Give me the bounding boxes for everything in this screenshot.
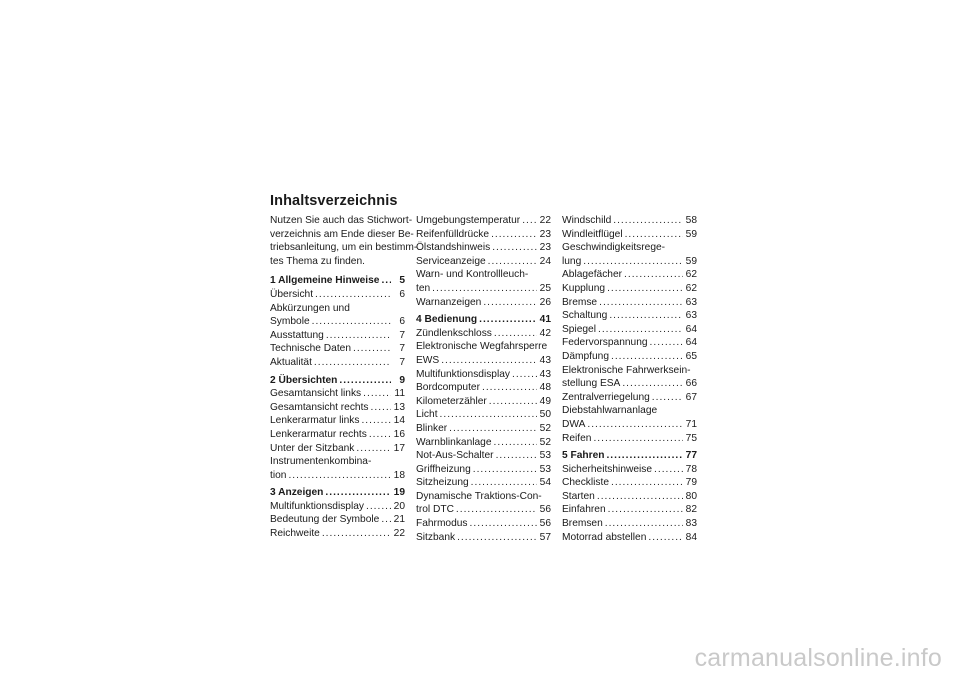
intro-line: verzeichnis am Ende dieser Be- bbox=[270, 228, 414, 240]
toc-entry[interactable] bbox=[416, 327, 551, 341]
toc-entry[interactable] bbox=[416, 255, 551, 269]
leader-dots bbox=[315, 288, 391, 302]
toc-entry[interactable] bbox=[416, 463, 551, 477]
toc-page-number: 56 bbox=[539, 518, 551, 530]
leader-dots bbox=[608, 503, 683, 517]
toc-page-number: 7 bbox=[399, 329, 405, 341]
toc-page-number: 82 bbox=[685, 504, 697, 516]
toc-entry[interactable] bbox=[562, 418, 697, 432]
toc-entry[interactable] bbox=[416, 214, 551, 228]
toc-entry-title: Unter der Sitzbank bbox=[270, 442, 355, 454]
toc-entry-title: Einfahren bbox=[562, 504, 606, 516]
toc-entry[interactable] bbox=[562, 432, 697, 446]
toc-entry[interactable] bbox=[270, 414, 405, 428]
toc-entry[interactable] bbox=[416, 228, 551, 242]
toc-entry-title: Bremsen bbox=[562, 518, 603, 530]
toc-page-number: 6 bbox=[399, 288, 405, 300]
toc-entry-title: Dämpfung bbox=[562, 350, 610, 362]
toc-entry-title: Ölstandshinweis bbox=[416, 242, 491, 254]
toc-entry[interactable] bbox=[416, 436, 551, 450]
leader-dots bbox=[650, 336, 683, 350]
leader-dots bbox=[456, 503, 537, 517]
leader-dots bbox=[597, 490, 683, 504]
toc-page-number: 41 bbox=[539, 314, 551, 326]
toc-page-number: 78 bbox=[685, 463, 697, 475]
toc-chapter-entry[interactable] bbox=[270, 486, 405, 500]
toc-page-number: 59 bbox=[685, 228, 697, 240]
toc-entry[interactable] bbox=[270, 442, 405, 456]
toc-entry-title: 2 Übersichten bbox=[270, 374, 338, 386]
toc-page-number: 11 bbox=[394, 388, 405, 400]
toc-page-number: 20 bbox=[393, 500, 405, 512]
toc-page-number: 53 bbox=[539, 450, 551, 462]
toc-entry[interactable] bbox=[270, 513, 405, 527]
leader-dots bbox=[381, 274, 391, 288]
leader-dots bbox=[371, 401, 391, 415]
leader-dots bbox=[598, 323, 683, 337]
toc-entry-title: Kupplung bbox=[562, 282, 606, 294]
leader-dots bbox=[381, 513, 391, 527]
toc-entry-line: Elektronische Fahrwerksein- bbox=[562, 364, 691, 376]
leader-dots bbox=[356, 442, 391, 456]
toc-entry-title: ten bbox=[416, 282, 431, 294]
toc-entry-title: Technische Daten bbox=[270, 343, 351, 355]
toc-entry-title: Schaltung bbox=[562, 310, 608, 322]
toc-entry[interactable] bbox=[416, 476, 551, 490]
leader-dots bbox=[363, 387, 391, 401]
toc-entry[interactable] bbox=[270, 342, 405, 356]
toc-entry-title: Sitzheizung bbox=[416, 477, 469, 489]
leader-dots bbox=[482, 381, 537, 395]
toc-page-number: 80 bbox=[685, 490, 697, 502]
toc-chapter-entry[interactable] bbox=[270, 374, 405, 388]
toc-page-number: 23 bbox=[539, 228, 551, 240]
toc-column-2 bbox=[416, 214, 551, 544]
toc-page-number: 57 bbox=[539, 531, 551, 543]
toc-page-number: 25 bbox=[539, 282, 551, 294]
toc-page-number: 67 bbox=[685, 391, 697, 403]
toc-page-number: 43 bbox=[539, 354, 551, 366]
toc-entry[interactable] bbox=[562, 282, 697, 296]
toc-chapter-entry[interactable] bbox=[416, 313, 551, 327]
toc-entry[interactable] bbox=[562, 309, 697, 323]
toc-entry[interactable] bbox=[270, 500, 405, 514]
toc-page-number: 49 bbox=[539, 395, 551, 407]
leader-dots bbox=[652, 391, 683, 405]
toc-entry[interactable] bbox=[562, 268, 697, 282]
toc-entry-title: Griffheizung bbox=[416, 463, 471, 475]
leader-dots bbox=[369, 428, 391, 442]
toc-entry-title: Sitzbank bbox=[416, 531, 456, 543]
toc-entry[interactable] bbox=[416, 296, 551, 310]
toc-entry[interactable] bbox=[562, 350, 697, 364]
toc-entry-title: Bedeutung der Symbole bbox=[270, 514, 380, 526]
toc-page-number: 5 bbox=[399, 275, 405, 287]
toc-page-number: 7 bbox=[399, 356, 405, 368]
leader-dots bbox=[583, 255, 683, 269]
intro-line: tes Thema zu finden. bbox=[270, 255, 365, 267]
toc-page-number: 22 bbox=[539, 215, 551, 226]
toc-entry-title: Sicherheitshinweise bbox=[562, 463, 653, 475]
toc-entry[interactable] bbox=[416, 422, 551, 436]
toc-page-number: 14 bbox=[393, 415, 405, 427]
toc-entry[interactable] bbox=[416, 354, 551, 368]
leader-dots bbox=[488, 255, 537, 269]
toc-entry[interactable] bbox=[562, 296, 697, 310]
toc-entry-title: Symbole bbox=[270, 316, 310, 328]
page-title: Inhaltsverzeichnis bbox=[270, 193, 398, 209]
toc-entry-title: Fahrmodus bbox=[416, 518, 468, 530]
toc-entry-line: Elektronische Wegfahrsperre bbox=[416, 341, 548, 353]
toc-entry[interactable] bbox=[562, 228, 697, 242]
toc-page-number: 64 bbox=[685, 323, 697, 335]
toc-page-number: 23 bbox=[539, 242, 551, 254]
leader-dots bbox=[491, 228, 537, 242]
toc-column-3 bbox=[562, 214, 697, 544]
leader-dots bbox=[432, 282, 537, 296]
leader-dots bbox=[522, 214, 537, 228]
toc-entry-line: Abkürzungen und bbox=[270, 302, 350, 314]
toc-entry[interactable] bbox=[270, 428, 405, 442]
leader-dots bbox=[648, 531, 683, 545]
leader-dots bbox=[492, 241, 537, 255]
leader-dots bbox=[625, 228, 683, 242]
toc-page-number: 48 bbox=[539, 382, 551, 394]
toc-page-number: 9 bbox=[399, 374, 405, 386]
toc-entry-title: Gesamtansicht links bbox=[270, 388, 362, 400]
toc-entry-title: Licht bbox=[416, 409, 438, 421]
toc-entry-line: Diebstahlwarnanlage bbox=[562, 405, 658, 417]
toc-entry[interactable] bbox=[270, 315, 405, 329]
toc-entry-title: Warnblinkanlage bbox=[416, 436, 492, 448]
toc-entry[interactable] bbox=[562, 391, 697, 405]
toc-page-number: 13 bbox=[393, 401, 405, 413]
toc-entry-title: 1 Allgemeine Hinweise bbox=[270, 275, 380, 287]
leader-dots bbox=[605, 517, 683, 531]
toc-page-number: 79 bbox=[685, 477, 697, 489]
toc-page-number: 52 bbox=[539, 422, 551, 434]
toc-entry-title: Reifen bbox=[562, 432, 592, 444]
toc-page-number: 53 bbox=[539, 463, 551, 475]
toc-entry[interactable] bbox=[562, 323, 697, 337]
toc-page-number: 59 bbox=[685, 255, 697, 267]
leader-dots bbox=[587, 418, 683, 432]
leader-dots bbox=[593, 432, 683, 446]
toc-entry-title: Gesamtansicht rechts bbox=[270, 401, 369, 413]
toc-page-number: 26 bbox=[539, 296, 551, 308]
toc-page-number: 77 bbox=[685, 450, 697, 462]
toc-entry-title: Multifunktionsdisplay bbox=[270, 500, 364, 512]
leader-dots bbox=[494, 436, 537, 450]
toc-entry[interactable] bbox=[562, 214, 697, 228]
toc-entry[interactable] bbox=[562, 336, 697, 350]
toc-entry[interactable] bbox=[270, 469, 405, 483]
toc-entry[interactable] bbox=[416, 395, 551, 409]
intro-line: Nutzen Sie auch das Stichwort- bbox=[270, 215, 413, 226]
toc-page-number: 43 bbox=[539, 368, 551, 380]
leader-dots bbox=[494, 327, 537, 341]
leader-dots bbox=[361, 414, 391, 428]
leader-dots bbox=[326, 329, 391, 343]
toc-chapter-entry[interactable] bbox=[270, 274, 405, 288]
leader-dots bbox=[314, 356, 391, 370]
toc-entry[interactable] bbox=[562, 517, 697, 531]
toc-entry-title: Reifenfülldrücke bbox=[416, 228, 490, 240]
toc-entry[interactable] bbox=[562, 377, 697, 391]
toc-entry[interactable] bbox=[416, 408, 551, 422]
toc-entry[interactable] bbox=[562, 503, 697, 517]
toc-entry[interactable] bbox=[562, 490, 697, 504]
toc-page-number: 7 bbox=[399, 343, 405, 355]
toc-entry-title: Starten bbox=[562, 490, 595, 502]
leader-dots bbox=[449, 422, 537, 436]
leader-dots bbox=[654, 463, 683, 477]
toc-entry-title: Windschild bbox=[562, 215, 612, 226]
toc-entry-title: Zentralverriegelung bbox=[562, 391, 650, 403]
leader-dots bbox=[479, 313, 537, 327]
watermark-text: carmanualsonline.info bbox=[694, 644, 942, 672]
toc-chapter-entry[interactable] bbox=[562, 449, 697, 463]
leader-dots bbox=[339, 374, 391, 388]
leader-dots bbox=[611, 350, 683, 364]
toc-page-number: 16 bbox=[393, 428, 405, 440]
toc-page-number: 58 bbox=[685, 215, 697, 226]
toc-entry[interactable] bbox=[416, 517, 551, 531]
toc-entry-title: Ausstattung bbox=[270, 329, 324, 341]
leader-dots bbox=[470, 517, 537, 531]
toc-entry-title: Umgebungstemperatur bbox=[416, 215, 521, 226]
leader-dots bbox=[353, 342, 391, 356]
leader-dots bbox=[622, 377, 683, 391]
toc-entry-title: DWA bbox=[562, 418, 586, 430]
toc-entry-title: tion bbox=[270, 469, 287, 481]
toc-entry[interactable] bbox=[562, 531, 697, 545]
toc-page-number: 21 bbox=[393, 514, 405, 526]
leader-dots bbox=[599, 296, 683, 310]
toc-entry-title: Bremse bbox=[562, 296, 598, 308]
toc-page-number: 42 bbox=[539, 327, 551, 339]
toc-page-number: 75 bbox=[685, 432, 697, 444]
leader-dots bbox=[457, 531, 537, 545]
toc-page-number: 22 bbox=[393, 528, 405, 540]
toc-entry-line: Warn- und Kontrollleuch- bbox=[416, 269, 529, 281]
leader-dots bbox=[624, 268, 683, 282]
toc-entry-title: Windleitflügel bbox=[562, 228, 623, 240]
toc-entry[interactable] bbox=[416, 531, 551, 545]
toc-page-number: 52 bbox=[539, 436, 551, 448]
toc-page-number: 83 bbox=[685, 518, 697, 530]
toc-page-number: 71 bbox=[685, 418, 697, 430]
toc-column-1 bbox=[270, 214, 418, 541]
toc-entry-title: 5 Fahren bbox=[562, 450, 605, 462]
intro-text bbox=[270, 214, 418, 268]
toc-entry-line: Geschwindigkeitsrege- bbox=[562, 242, 666, 254]
toc-page-number: 19 bbox=[393, 487, 405, 499]
toc-entry-title: Checkliste bbox=[562, 477, 609, 489]
toc-entry-title: Federvorspannung bbox=[562, 337, 648, 349]
toc-entry[interactable] bbox=[270, 288, 405, 302]
toc-entry[interactable] bbox=[416, 503, 551, 517]
leader-dots bbox=[441, 354, 537, 368]
toc-page-number: 50 bbox=[539, 409, 551, 421]
leader-dots bbox=[611, 476, 683, 490]
toc-page-number: 54 bbox=[539, 477, 551, 489]
toc-page-number: 17 bbox=[393, 442, 405, 454]
toc-page-number: 64 bbox=[685, 337, 697, 349]
toc-entry[interactable] bbox=[270, 329, 405, 343]
toc-entry-title: 4 Bedienung bbox=[416, 314, 478, 326]
leader-dots bbox=[607, 282, 683, 296]
toc-entry[interactable] bbox=[562, 476, 697, 490]
toc-entry-title: Zündlenkschloss bbox=[416, 327, 492, 339]
toc-entry-title: Lenkerarmatur rechts bbox=[270, 428, 367, 440]
toc-entry[interactable] bbox=[416, 368, 551, 382]
toc-entry-line: Instrumentenkombina- bbox=[270, 456, 372, 468]
toc-entry-title: stellung ESA bbox=[562, 378, 621, 390]
intro-line: triebsanleitung, um ein bestimm- bbox=[270, 242, 418, 254]
toc-entry-title: Ablagefächer bbox=[562, 269, 623, 281]
toc-entry-title: Motorrad abstellen bbox=[562, 531, 647, 543]
leader-dots bbox=[288, 469, 391, 483]
leader-dots bbox=[312, 315, 391, 329]
toc-entry-title: Bordcomputer bbox=[416, 382, 480, 394]
toc-entry-title: Not-Aus-Schalter bbox=[416, 450, 494, 462]
toc-page-number: 6 bbox=[399, 316, 405, 328]
leader-dots bbox=[325, 486, 391, 500]
toc-page-number: 62 bbox=[685, 269, 697, 281]
leader-dots bbox=[483, 296, 537, 310]
leader-dots bbox=[322, 527, 391, 541]
leader-dots bbox=[613, 214, 683, 228]
toc-entry-title: Kilometerzähler bbox=[416, 395, 487, 407]
toc-entry-title: Warnanzeigen bbox=[416, 296, 482, 308]
toc-entry-title: trol DTC bbox=[416, 504, 454, 516]
toc-entry-title: Multifunktionsdisplay bbox=[416, 368, 510, 380]
leader-dots bbox=[471, 476, 537, 490]
toc-entry-title: Reichweite bbox=[270, 528, 320, 540]
toc-entry[interactable] bbox=[416, 282, 551, 296]
toc-entry-title: Lenkerarmatur links bbox=[270, 415, 360, 427]
leader-dots bbox=[440, 408, 537, 422]
toc-entry[interactable] bbox=[416, 241, 551, 255]
toc-entry[interactable] bbox=[562, 255, 697, 269]
toc-page-number: 63 bbox=[685, 310, 697, 322]
toc-entry-title: Aktualität bbox=[270, 356, 312, 368]
leader-dots bbox=[606, 449, 683, 463]
toc-entry[interactable] bbox=[270, 401, 405, 415]
toc-page-number: 65 bbox=[685, 350, 697, 362]
toc-entry[interactable] bbox=[270, 387, 405, 401]
toc-entry[interactable] bbox=[562, 463, 697, 477]
leader-dots bbox=[496, 449, 537, 463]
toc-page-number: 63 bbox=[685, 296, 697, 308]
toc-entry-title: Serviceanzeige bbox=[416, 255, 486, 267]
toc-entry[interactable] bbox=[416, 449, 551, 463]
toc-page-number: 84 bbox=[685, 531, 697, 543]
toc-page-number: 18 bbox=[393, 469, 405, 481]
toc-entry-title: Blinker bbox=[416, 422, 448, 434]
toc-entry[interactable] bbox=[270, 527, 405, 541]
toc-entry[interactable] bbox=[270, 356, 405, 370]
toc-entry-title: Übersicht bbox=[270, 288, 314, 300]
toc-entry-title: EWS bbox=[416, 354, 440, 366]
leader-dots bbox=[609, 309, 683, 323]
toc-page-number: 56 bbox=[539, 504, 551, 516]
leader-dots bbox=[473, 463, 537, 477]
toc-page-number: 62 bbox=[685, 282, 697, 294]
toc-entry[interactable] bbox=[416, 381, 551, 395]
leader-dots bbox=[512, 368, 537, 382]
leader-dots bbox=[489, 395, 537, 409]
leader-dots bbox=[366, 500, 391, 514]
toc-entry-title: Spiegel bbox=[562, 323, 596, 335]
toc-page-number: 24 bbox=[539, 255, 551, 267]
toc-page-number: 66 bbox=[685, 378, 697, 390]
toc-entry-line: Dynamische Traktions-Con- bbox=[416, 490, 542, 502]
toc-entry-title: 3 Anzeigen bbox=[270, 487, 324, 499]
toc-entry-title: lung bbox=[562, 255, 582, 267]
